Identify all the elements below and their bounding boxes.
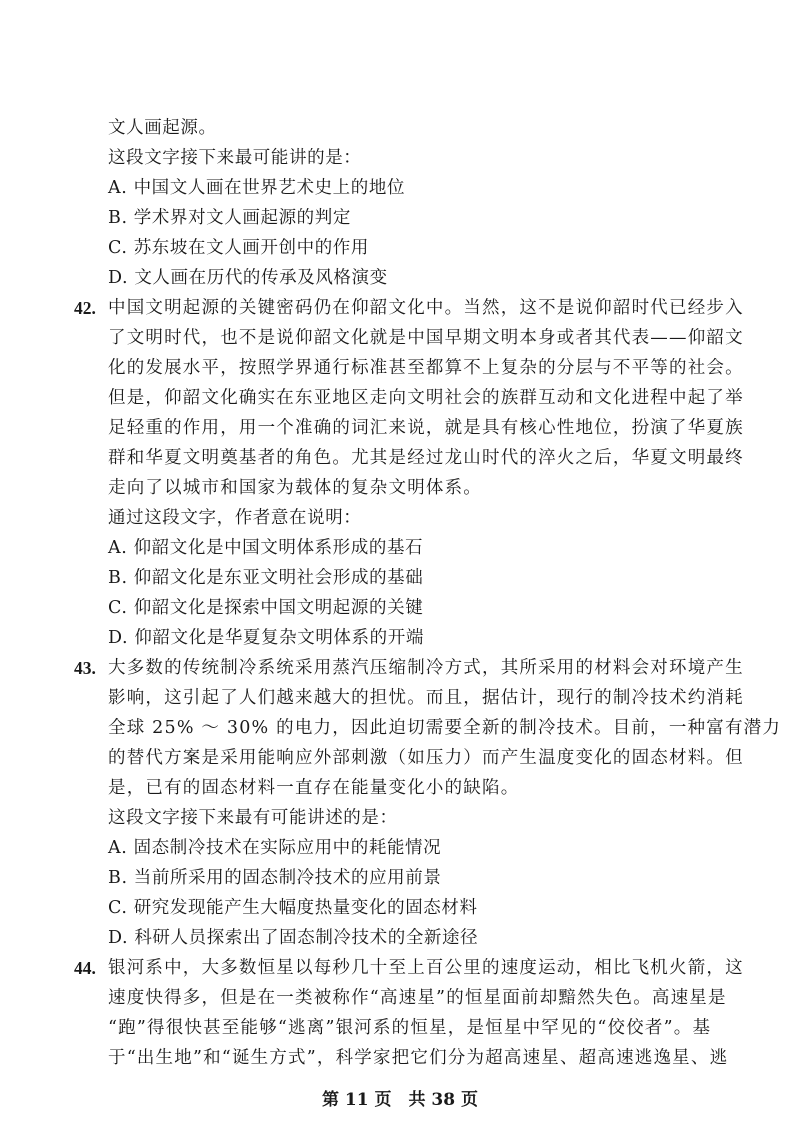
question-44-line-2: 速度快得多，但是在一类被称作“高速星”的恒星面前却黯然失色。高速星是 [108, 988, 727, 1008]
question-43-line-3: 全球 25% ～ 30% 的电力，因此迫切需要全新的制冷技术。目前，一种富有潜力 [108, 718, 782, 738]
question-42-line-6: 群和华夏文明奠基者的角色。尤其是经过龙山时代的淬火之后，华夏文明最终 [108, 448, 744, 468]
question-44-line-1: 银河系中，大多数恒星以每秒几十至上百公里的速度运动，相比飞机火箭，这 [108, 958, 744, 978]
question-42-line-4: 但是，仰韶文化确实在东亚地区走向文明社会的族群互动和文化进程中起了举 [108, 388, 744, 408]
question-42-prompt: 通过这段文字，作者意在说明： [108, 508, 362, 528]
question-43-line-1: 大多数的传统制冷系统采用蒸汽压缩制冷方式，其所采用的材料会对环境产生 [108, 658, 744, 678]
prev-option-d: D. 文人画在历代的传承及风格演变 [108, 268, 388, 288]
question-43-option-c: C. 研究发现能产生大幅度热量变化的固态材料 [108, 898, 478, 918]
question-43-number: 43. [74, 658, 96, 678]
question-42-line-7: 走向了以城市和国家为载体的复杂文明体系。 [108, 478, 482, 498]
question-43-line-2: 影响，这引起了人们越来越大的担忧。而且，据估计，现行的制冷技术约消耗 [108, 688, 744, 708]
question-42-option-c: C. 仰韶文化是探索中国文明起源的关键 [108, 598, 424, 618]
prev-option-b: B. 学术界对文人画起源的判定 [108, 208, 351, 228]
question-43-line-4: 的替代方案是采用能响应外部刺激（如压力）而产生温度变化的固态材料。但 [108, 748, 744, 768]
prev-option-a: A. 中国文人画在世界艺术史上的地位 [108, 178, 406, 198]
question-43-option-b: B. 当前所采用的固态制冷技术的应用前景 [108, 868, 442, 888]
question-42-line-5: 足轻重的作用，用一个准确的词汇来说，就是具有核心性地位，扮演了华夏族 [108, 418, 744, 438]
prev-question-prompt: 这段文字接下来最可能讲的是： [108, 148, 362, 168]
prev-passage-tail: 文人画起源。 [108, 118, 217, 138]
prev-option-c: C. 苏东坡在文人画开创中的作用 [108, 238, 369, 258]
question-42-option-d: D. 仰韶文化是华夏复杂文明体系的开端 [108, 628, 424, 648]
question-43-option-a: A. 固态制冷技术在实际应用中的耗能情况 [108, 838, 442, 858]
question-43-prompt: 这段文字接下来最有可能讲述的是： [108, 808, 398, 828]
question-42-line-3: 化的发展水平，按照学界通行标准甚至都算不上复杂的分层与不平等的社会。 [108, 358, 744, 378]
question-42-number: 42. [74, 298, 96, 318]
question-42-line-2: 了文明时代，也不是说仰韶文化就是中国早期文明本身或者其代表——仰韶文 [108, 328, 744, 348]
question-43-line-5: 是，已有的固态材料一直存在能量变化小的缺陷。 [108, 778, 520, 798]
question-43-option-d: D. 科研人员探索出了固态制冷技术的全新途径 [108, 928, 479, 948]
page-number-footer: 第 11 页 共 38 页 [322, 1090, 478, 1110]
question-42-line-1: 中国文明起源的关键密码仍在仰韶文化中。当然，这不是说仰韶时代已经步入 [108, 298, 744, 318]
question-42-option-b: B. 仰韶文化是东亚文明社会形成的基础 [108, 568, 424, 588]
question-44-number: 44. [74, 958, 96, 978]
question-44-line-3: “跑”得很快甚至能够“逃离”银河系的恒星，是恒星中罕见的“佼佼者”。基 [108, 1018, 712, 1038]
question-42-option-a: A. 仰韶文化是中国文明体系形成的基石 [108, 538, 424, 558]
question-44-line-4: 于“出生地”和“诞生方式”，科学家把它们分为超高速星、超高速逃逸星、逃 [108, 1048, 729, 1068]
